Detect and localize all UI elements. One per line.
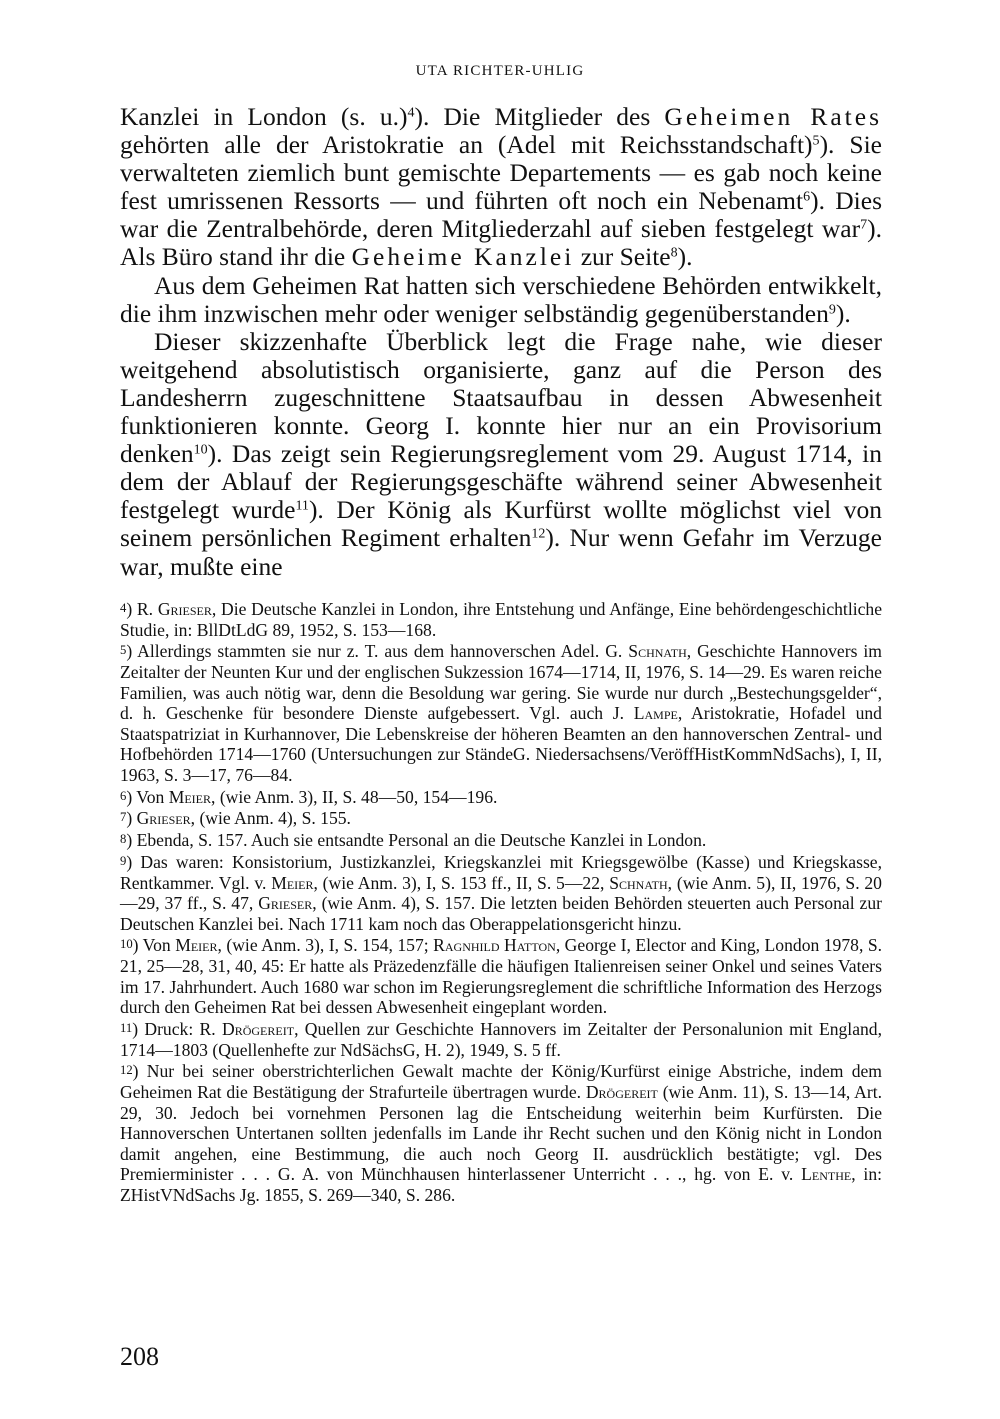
author-name: Lenthe	[801, 1164, 852, 1185]
author-name: Meier	[168, 786, 212, 807]
footnote-number: 6	[120, 788, 127, 803]
footnote-reference: 8	[670, 246, 678, 262]
paragraph: Dieser skizzenhafte Überblick legt die Frage nahe, wie dieser weitgehend absolutistisch organisierte, ganz auf die Person des Landesherrn zugeschnittene Staatsaufbau in dessen Abwesenheit funktionieren konnte. Georg I. konnte hier nur an ein Provisorium denken$^{10}$). Das zeigt sein Regierungsreglement vom 29. August 1714, in dem der Ablauf der Regierungsgeschäfte während seiner Abwesenheit festgelegt wurde$^{11}$). Der König als Kurfürst wollte möglichst viel von seinem persönlichen Regiment erhalten$^{12}$). Nur wenn Gefahr im Verzuge war, mußte eine	[120, 326, 882, 581]
footnote-number: 5	[120, 643, 127, 658]
footnote-reference: 4	[407, 105, 415, 121]
author-name: Lampe	[633, 703, 678, 724]
footnote-12: 12) Nur bei seiner oberstrichterlichen Gewalt machte der König/Kurfürst einige Abstriche, indem dem Geheimen Rat die Bestätigung der Strafurteile übertragen wurde. Drögereit (wie Anm. 11), S. 13—14, Art. 29, 30. Jedoch bei vornehmen Personen lag die Entscheidung weiterhin beim Kurfürsten. Die Hannoverschen Untertanen sollten jedenfalls im Lande ihr Recht suchen und den König nicht in London damit angehen, eine Bestimmung, die auch noch Georg II. ausdrücklich bestätigte; vgl. Des Premierminister . . . G. A. von Münchhausen hinterlassener Unterricht . . ., hg. von E. v. Lenthe, in: ZHistVNdSachs Jg. 1855, S. 269—340, S. 286.	[120, 1061, 883, 1206]
footnote-reference: 5	[812, 133, 820, 149]
main-text	[120, 103, 882, 581]
footnote-8: 8) Ebenda, S. 157. Auch sie entsandte Personal an die Deutsche Kanzlei in London.	[120, 830, 707, 851]
author-name: Meier	[271, 872, 314, 893]
footnote-number: 10	[120, 937, 133, 952]
spaced-emphasis: Geheimen Rates	[664, 102, 882, 131]
footnote-reference: 11	[295, 498, 309, 514]
footnote-number: 4	[120, 601, 127, 615]
footnote-9: 9) Das waren: Konsistorium, Justizkanzlei, Kriegskanzlei mit Kriegsgewölbe (Kasse) und Kriegskasse, Rentkammer. Vgl. v. Meier, (wie Anm. 3), I, S. 153 ff., II, S. 5—22, Schnath, (wie Anm. 5), II, 1976, S. 20—29, 37 ff., S. 47, Grieser, (wie Anm. 4), S. 157. Die letzten beiden Behörden steuerten auch Personal zur Deutschen Kanzlei bei. Nach 1711 kam noch das Oberappelationsgericht hinzu.	[120, 852, 882, 934]
author-name: Grieser	[157, 599, 212, 620]
footnote-reference: 6	[803, 189, 811, 205]
author-name: Grieser	[258, 893, 313, 914]
footnote-reference: 12	[531, 527, 546, 542]
footnote-reference: 10	[193, 442, 208, 458]
page-number: 208	[120, 1342, 159, 1371]
footnote-11: 11) Druck: R. Drögereit, Quellen zur Geschichte Hannovers im Zeitalter der Personalunion mit England, 1714—1803 (Quellenhefte zur NdSächsG, H. 2), 1949, S. 5 ff.	[120, 1019, 883, 1060]
paragraph: Kanzlei in London (s. u.)$^4$). Die Mitglieder des Geheimen Rates gehörten alle der Aristokratie an (Adel mit Reichsstandschaft)$^5$). Sie verwalteten ziemlich bunt gemischte Departements — es gab noch keine fest umrissenen Ressorts — und führten oft noch ein Nebenamt$^6$). Dies war die Zentralbehörde, deren Mitgliederzahl auf sieben festgelegt war$^7$). Als Büro stand ihr die Geheime Kanzlei zur Seite$^8$).	[120, 102, 883, 272]
footnote-reference: 9	[828, 302, 836, 318]
author-name: Schnath	[609, 872, 668, 893]
footnote-number: 12	[120, 1063, 133, 1078]
footnotes	[120, 598, 882, 1206]
footnote-5: 5) Allerdings stammten sie nur z. T. aus dem hannoverschen Adel. G. Schnath, Geschichte Hannovers im Zeitalter der Neunten Kur und der englischen Sukzession 1674—1714, II, 1976, S. 14—29. Es waren reiche Familien, was auch nötig war, denn die Besoldung war gering. Sie wurde nur durch „Bestechungsgelder“, d. h. Geschenke für besondere Dienste aufgebessert. Vgl. auch J. Lampe, Aristokratie, Hofadel und Staatspatriziat in Kurhannover, Die Lebenskreise der höheren Beamten an den hannoverschen Zentral- und Hofbehörden 1714—1760 (Untersuchungen zur StändeG. Niedersachsens/VeröffHistKommNdSachs), I, II, 1963, S. 3—17, 76—84.	[120, 641, 882, 786]
footnote-reference: 7	[860, 217, 868, 233]
author-name: Schnath	[628, 641, 687, 662]
author-name: Drögereit	[585, 1082, 658, 1103]
footnote-7: 7) Grieser, (wie Anm. 4), S. 155.	[120, 808, 351, 829]
footnote-number: 9	[120, 853, 127, 868]
author-name: Grieser	[136, 808, 191, 829]
footnote-number: 7	[120, 810, 127, 825]
footnote-6: 6) Von Meier, (wie Anm. 3), II, S. 48—50, 154—196.	[120, 786, 498, 807]
author-name: Meier	[175, 935, 218, 956]
running-head: UTA RICHTER-UHLIG	[415, 63, 585, 79]
footnote-10: 10) Von Meier, (wie Anm. 3), I, S. 154, 157; Ragnhild Hatton, George I, Elector and King, London 1978, S. 21, 25—28, 31, 40, 45: Er hatte als Präzedenzfälle die häufigen Italienreisen seiner Onkel und seines Vaters im 17. Jahrhundert. Auch 1680 war schon im Regierungsreglement die schriftliche Information des Herzogs durch den Geheimen Rat bei dessen Abwesenheit eingeplant worden.	[120, 935, 882, 1018]
spaced-emphasis: Geheime Kanzlei	[351, 242, 575, 272]
paragraph: Aus dem Geheimen Rat hatten sich verschiedene Behörden entwikkelt, die ihm inzwischen mehr oder weniger selbständig gegenüberstanden$^9$).	[120, 270, 882, 328]
footnote-number: 8	[120, 832, 127, 847]
author-name: Drögereit	[222, 1019, 295, 1040]
author-name: Ragnhild Hatton	[433, 935, 556, 956]
footnote-number: 11	[120, 1020, 133, 1035]
footnote-4: 4) R. Grieser, Die Deutsche Kanzlei in London, ihre Entstehung und Anfänge, Eine behördengeschichtliche Studie, in: BllDtLdG 89, 1952, S. 153—168.	[120, 599, 883, 640]
